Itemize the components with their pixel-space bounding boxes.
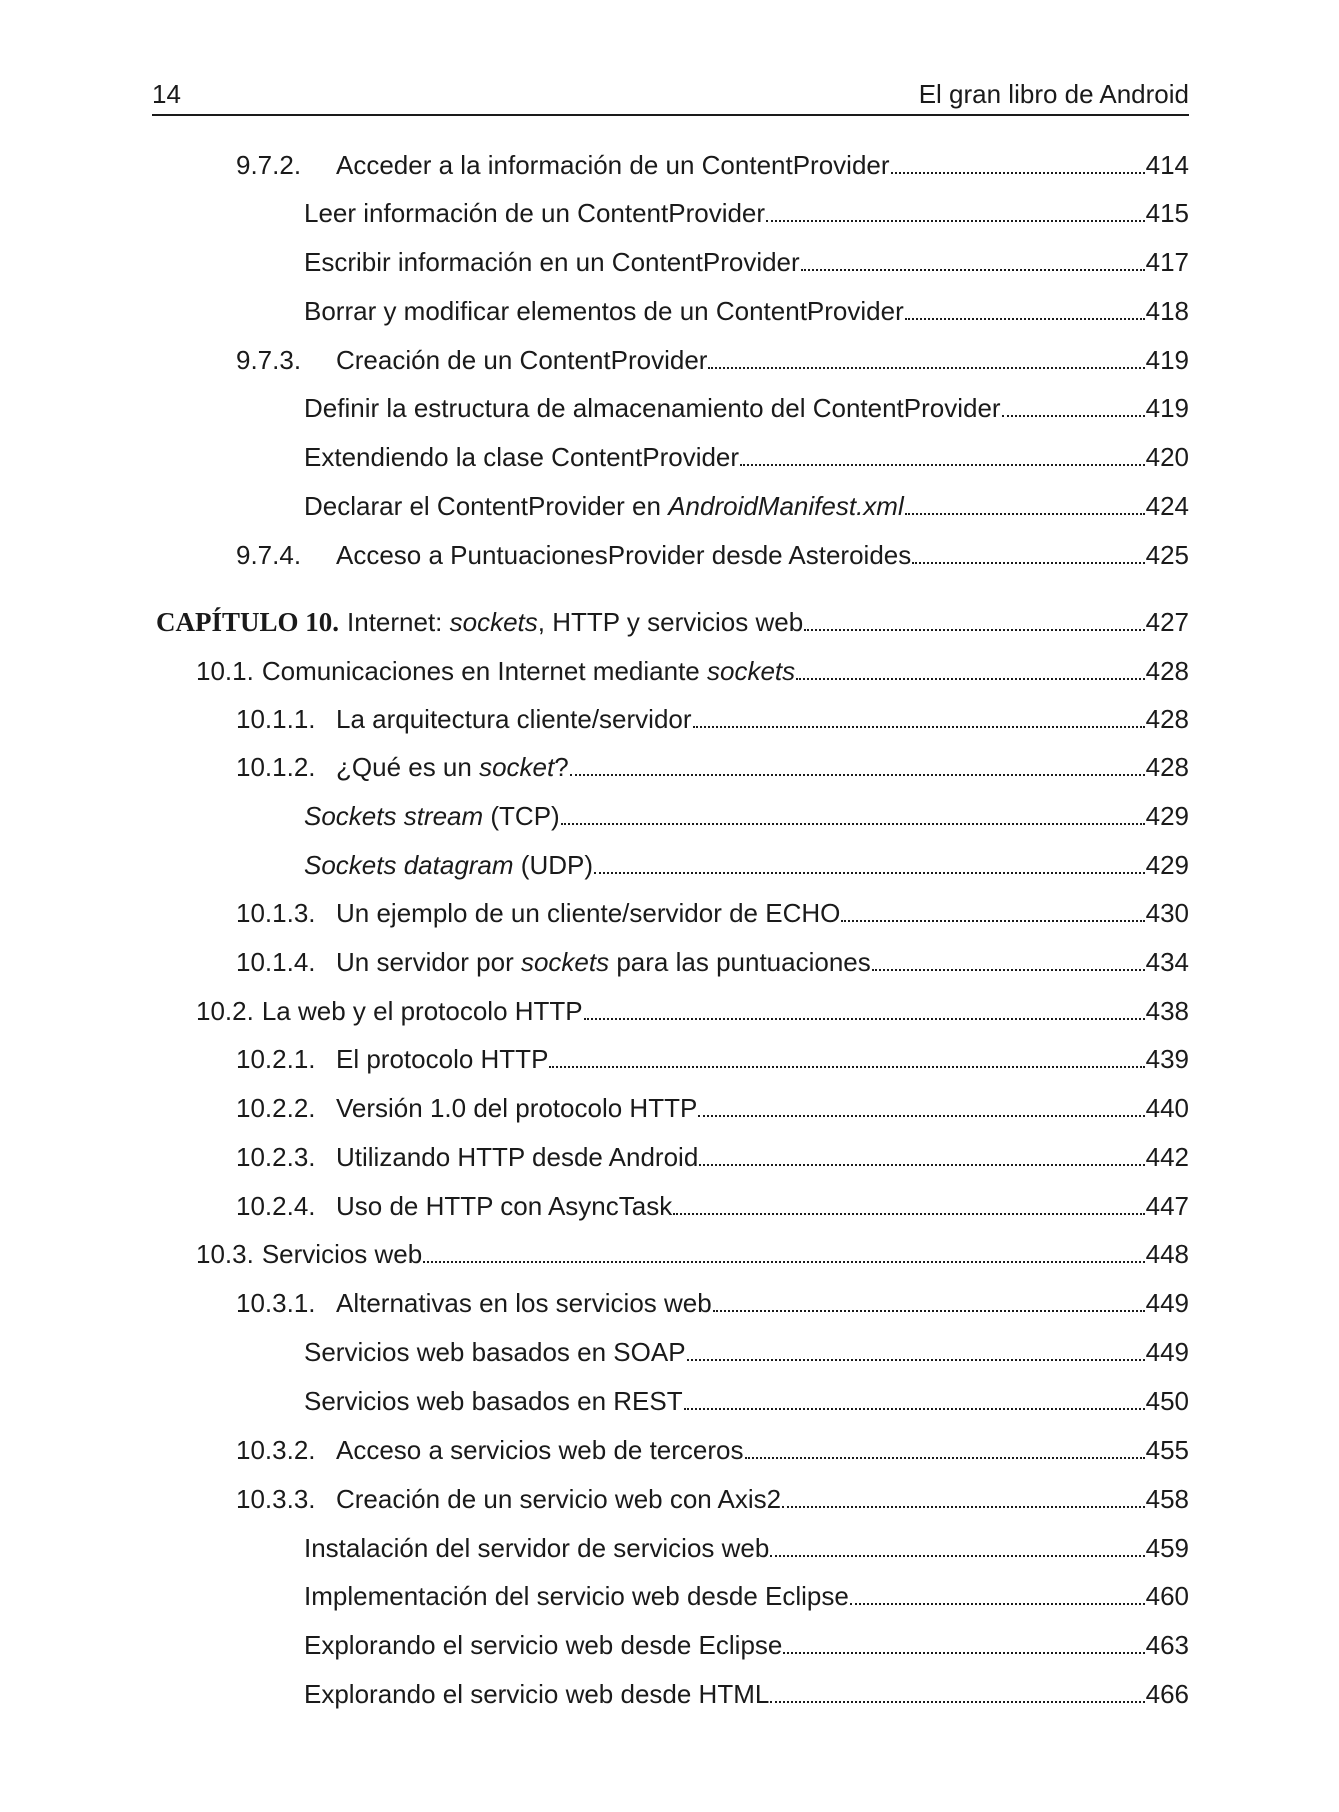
toc-entry: [304, 489, 1189, 523]
dot-leader: [891, 172, 1145, 174]
toc-entry: [304, 245, 1189, 279]
toc-entry-number: 10.1.3.: [236, 898, 316, 928]
toc-entry-title: [336, 896, 840, 930]
toc-title-italic: sockets: [520, 947, 610, 977]
toc-page-number: 463: [1145, 1630, 1189, 1660]
toc-title-text: Borrar y modificar elementos de un ContentProvider: [304, 296, 904, 326]
dot-leader: [549, 1066, 1144, 1068]
toc-entry: [196, 994, 1189, 1028]
toc-entry-title: [336, 1482, 781, 1516]
toc-entry: [236, 1189, 1189, 1223]
toc-entry: [304, 848, 1189, 882]
page-number: 14: [152, 79, 181, 109]
book-title: El gran libro de Android: [918, 79, 1189, 109]
toc-entry-title: [304, 440, 739, 474]
toc-entry-title: [304, 1335, 686, 1369]
toc-title-text: Utilizando HTTP desde Android: [336, 1142, 699, 1172]
toc-entry-title: [336, 343, 707, 377]
toc-entry: [304, 1628, 1189, 1662]
dot-leader: [745, 1457, 1145, 1459]
toc-title-text: ?: [554, 752, 569, 782]
toc-page-number: 429: [1145, 850, 1189, 880]
toc-title-text: Internet:: [347, 607, 450, 637]
toc-entry: [236, 148, 1189, 182]
toc-page-number: 434: [1145, 947, 1189, 977]
dot-leader: [770, 1555, 1144, 1557]
dot-leader: [1002, 415, 1145, 417]
toc-entry: [304, 294, 1189, 328]
toc-entry-title: [304, 391, 1001, 425]
toc-title-text: La web y el protocolo HTTP: [261, 996, 583, 1026]
toc-title-text: Acceso a servicios web de terceros: [336, 1435, 744, 1465]
dot-leader: [804, 629, 1144, 631]
toc-entry-title: [336, 1091, 697, 1125]
toc-title-text: La arquitectura cliente/servidor: [336, 704, 692, 734]
toc-entry-number: 10.3.: [196, 1239, 254, 1269]
dot-leader: [850, 1603, 1145, 1605]
dot-leader: [770, 1701, 1144, 1703]
toc-page-number: 447: [1145, 1191, 1189, 1221]
dot-leader: [872, 969, 1145, 971]
toc-page-number: 424: [1145, 491, 1189, 521]
toc-entry-title: [336, 538, 911, 572]
toc-entry-title: [304, 245, 800, 279]
toc-entry-title: [262, 1237, 422, 1271]
toc-page-number: 448: [1145, 1239, 1189, 1269]
toc-title-text: Implementación del servicio web desde Eclipse: [304, 1581, 849, 1611]
toc-entry-title: [336, 1433, 744, 1467]
toc-title-text: Acceder a la información de un ContentProvider: [336, 150, 890, 180]
toc-page-number: 428: [1145, 704, 1189, 734]
toc-title-text: Un ejemplo de un cliente/servidor de ECHO: [336, 898, 841, 928]
dot-leader: [698, 1115, 1144, 1117]
toc-title-italic: Sockets datagram: [304, 850, 514, 880]
toc-title-italic: Sockets stream: [304, 801, 484, 831]
toc-entry-number: 10.3.2.: [236, 1435, 316, 1465]
toc-entry-title: [336, 750, 569, 784]
toc-entry: [304, 1579, 1189, 1613]
toc-entry: [236, 1482, 1189, 1516]
dot-leader: [905, 318, 1145, 320]
toc-entry-title: [336, 702, 692, 736]
dot-leader: [699, 1164, 1144, 1166]
toc-entry: [236, 945, 1189, 979]
toc-title-text: ¿Qué es un: [336, 752, 480, 782]
toc-title-text: Explorando el servicio web desde Eclipse: [304, 1630, 783, 1660]
toc-title-text: Creación de un servicio web con Axis2: [336, 1484, 782, 1514]
toc-title-text: , HTTP y servicios web: [537, 607, 804, 637]
toc-entry-title: [336, 1140, 698, 1174]
dot-leader: [693, 726, 1145, 728]
toc-title-text: Comunicaciones en Internet mediante: [261, 656, 707, 686]
toc-page-number: 449: [1145, 1337, 1189, 1367]
toc-entry-title: [304, 489, 904, 523]
toc-entry: [304, 196, 1189, 230]
toc-entry: [304, 1384, 1189, 1418]
toc-page-number: 438: [1145, 996, 1189, 1026]
dot-leader: [841, 920, 1144, 922]
toc-entry-number: 10.1.4.: [236, 947, 316, 977]
toc-page-number: 449: [1145, 1288, 1189, 1318]
toc-entry-title: [347, 605, 803, 639]
toc-entry-number: 10.1.1.: [236, 704, 316, 734]
toc-entry-title: [262, 994, 583, 1028]
toc-entry-title: [262, 654, 795, 688]
toc-title-text: Declarar el ContentProvider en: [304, 491, 669, 521]
toc-entry-number: 10.3.3.: [236, 1484, 316, 1514]
toc-entry-number: 10.2.: [196, 996, 254, 1026]
dot-leader: [594, 872, 1145, 874]
toc-page-number: 415: [1145, 198, 1189, 228]
toc-page-number: 450: [1145, 1386, 1189, 1416]
toc-title-text: (TCP): [483, 801, 560, 831]
toc-title-text: Leer información de un ContentProvider: [304, 198, 766, 228]
dot-leader: [687, 1359, 1145, 1361]
toc-entry-title: [336, 1286, 712, 1320]
toc-entry: [196, 1237, 1189, 1271]
toc-title-text: Versión 1.0 del protocolo HTTP: [336, 1093, 698, 1123]
toc-entry: [304, 391, 1189, 425]
toc-entry-title: [336, 1189, 672, 1223]
toc-entry-number: 10.2.1.: [236, 1044, 316, 1074]
toc-page-number: 414: [1145, 150, 1189, 180]
dot-leader: [713, 1310, 1145, 1312]
toc-entry-title: [304, 196, 765, 230]
dot-leader: [740, 464, 1145, 466]
toc-page-number: 442: [1145, 1142, 1189, 1172]
toc-page-number: 455: [1145, 1435, 1189, 1465]
toc-entry-number: 10.1.: [196, 656, 254, 686]
toc-entry-title: [304, 1384, 683, 1418]
toc-title-text: Definir la estructura de almacenamiento del ContentProvider: [304, 393, 1001, 423]
dot-leader: [905, 513, 1145, 515]
toc-entry: [236, 702, 1189, 736]
toc-page-number: 419: [1145, 345, 1189, 375]
dot-leader: [708, 367, 1144, 369]
dot-leader: [673, 1213, 1144, 1215]
dot-leader: [801, 269, 1145, 271]
toc-page-number: 439: [1145, 1044, 1189, 1074]
toc-title-text: El protocolo HTTP: [336, 1044, 549, 1074]
toc-title-text: Acceso a PuntuacionesProvider desde Asteroides: [336, 540, 912, 570]
toc-page-number: 430: [1145, 898, 1189, 928]
toc-title-italic: socket: [479, 752, 555, 782]
toc-page-number: 428: [1145, 656, 1189, 686]
toc-entry: [156, 605, 1189, 639]
toc-entry-number: 9.7.4.: [236, 540, 302, 570]
toc-title-text: Servicios web basados en REST: [304, 1386, 683, 1416]
toc-title-text: Extendiendo la clase ContentProvider: [304, 442, 740, 472]
toc-entry-number: 9.7.3.: [236, 345, 302, 375]
toc-title-text: Instalación del servidor de servicios web: [304, 1533, 770, 1563]
toc-entry: [236, 750, 1189, 784]
toc-page-number: 419: [1145, 393, 1189, 423]
dot-leader: [766, 220, 1145, 222]
dot-leader: [783, 1652, 1144, 1654]
toc-entry: [236, 1042, 1189, 1076]
dot-leader: [584, 1018, 1145, 1020]
toc-entry: [236, 538, 1189, 572]
toc-entry: [304, 1531, 1189, 1565]
toc-entry-title: [336, 945, 871, 979]
toc-entry-number: 10.1.2.: [236, 752, 316, 782]
toc-title-text: Explorando el servicio web desde HTML: [304, 1679, 770, 1709]
toc-page-number: 459: [1145, 1533, 1189, 1563]
toc-entry: [236, 343, 1189, 377]
toc-page-number: 460: [1145, 1581, 1189, 1611]
toc-entry-title: [304, 799, 560, 833]
toc-entry-title: [304, 1677, 769, 1711]
dot-leader: [561, 823, 1145, 825]
toc-title-italic: AndroidManifest.xml: [668, 491, 904, 521]
toc-page-number: 417: [1145, 247, 1189, 277]
toc-title-text: Uso de HTTP con AsyncTask: [336, 1191, 673, 1221]
toc-entry-number: CAPÍTULO 10.: [156, 607, 340, 637]
toc-entry-title: [336, 1042, 548, 1076]
toc-entry: [304, 1677, 1189, 1711]
toc-entry: [236, 1433, 1189, 1467]
toc-entry: [236, 1140, 1189, 1174]
toc-title-text: Creación de un ContentProvider: [336, 345, 708, 375]
toc-title-text: Un servidor por: [336, 947, 521, 977]
toc-page-number: 420: [1145, 442, 1189, 472]
toc-entry: [304, 440, 1189, 474]
toc-title-text: Alternativas en los servicios web: [336, 1288, 712, 1318]
dot-leader: [570, 774, 1145, 776]
toc-entry: [236, 1091, 1189, 1125]
toc-page-number: 425: [1145, 540, 1189, 570]
dot-leader: [684, 1408, 1145, 1410]
toc-entry-title: [304, 294, 904, 328]
toc-page-number: 429: [1145, 801, 1189, 831]
toc-entry: [196, 654, 1189, 688]
toc-title-text: Servicios web basados en SOAP: [304, 1337, 686, 1367]
toc-title-italic: sockets: [449, 607, 538, 637]
running-header: [152, 76, 1189, 116]
toc-page-number: 427: [1145, 607, 1189, 637]
toc-entry-title: [304, 1628, 782, 1662]
toc-entry-title: [304, 1579, 849, 1613]
toc-entry-number: 10.2.4.: [236, 1191, 316, 1221]
toc-title-text: para las puntuaciones: [609, 947, 871, 977]
dot-leader: [796, 678, 1144, 680]
toc-entry-number: 9.7.2.: [236, 150, 302, 180]
toc-page-number: 418: [1145, 296, 1189, 326]
toc-entry-number: 10.3.1.: [236, 1288, 316, 1318]
toc-entry-title: [304, 1531, 769, 1565]
toc-entry: [236, 1286, 1189, 1320]
toc-entry: [236, 896, 1189, 930]
toc-entry: [304, 799, 1189, 833]
toc-page-number: 466: [1145, 1679, 1189, 1709]
toc-title-text: Escribir información en un ContentProvider: [304, 247, 800, 277]
toc-title-italic: sockets: [706, 656, 796, 686]
toc-page-number: 428: [1145, 752, 1189, 782]
toc-page-number: 440: [1145, 1093, 1189, 1123]
toc-entry-number: 10.2.3.: [236, 1142, 316, 1172]
toc-entry-title: [336, 148, 890, 182]
toc-title-text: (UDP): [513, 850, 593, 880]
toc-page-number: 458: [1145, 1484, 1189, 1514]
dot-leader: [782, 1506, 1144, 1508]
toc-title-text: Servicios web: [261, 1239, 423, 1269]
toc-entry-title: [304, 848, 593, 882]
toc-entry: [304, 1335, 1189, 1369]
dot-leader: [912, 562, 1144, 564]
toc-entry-number: 10.2.2.: [236, 1093, 316, 1123]
dot-leader: [423, 1261, 1144, 1263]
